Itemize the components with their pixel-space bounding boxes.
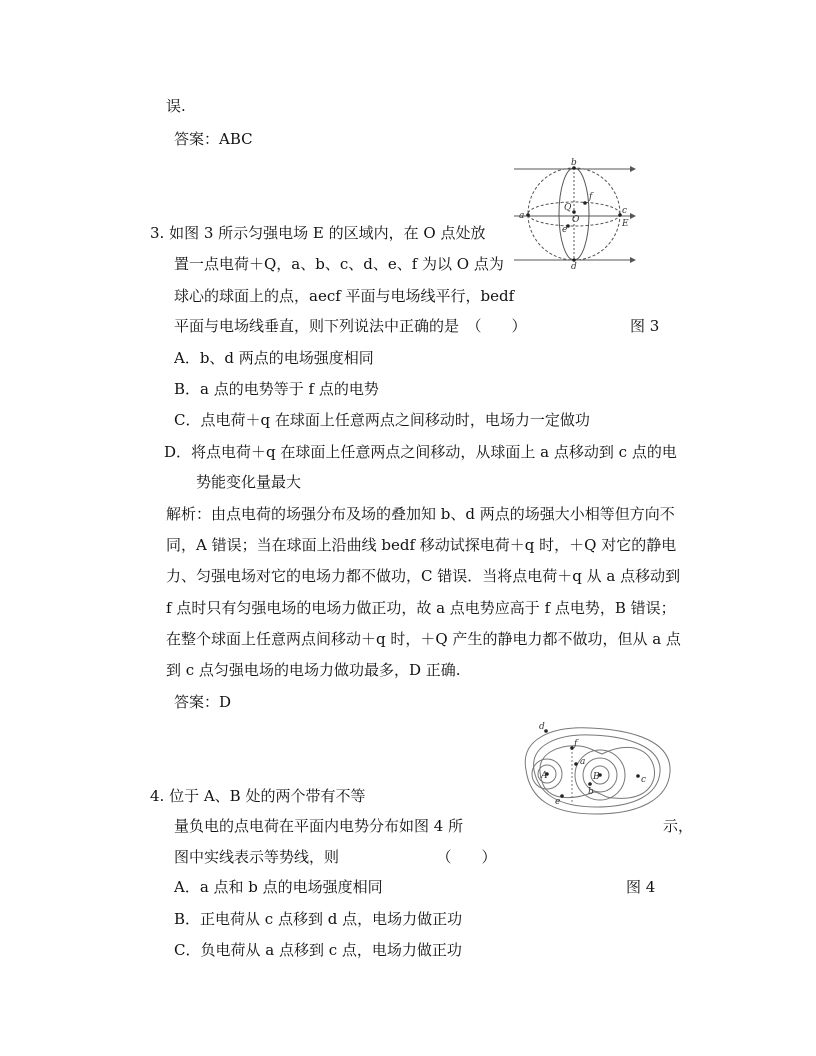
label-o: O [572,215,580,225]
option-c: C．负电荷从 a 点移到 c 点，电场力做正功 [174,941,462,959]
option-d-cont: 势能变化量最大 [196,473,302,491]
question-3-line: 平面与电场线垂直，则下列说法中正确的是 （ ） [174,317,527,335]
figure-3-caption: 图 3 [630,317,660,335]
analysis-line: 同，A 错误；当在球面上沿曲线 bedf 移动试探电荷＋q 时，＋Q 对它的静电 [166,536,677,554]
analysis-line: 解析：由点电荷的场强分布及场的叠加知 b、d 两点的场强大小相等但方向不 [166,505,675,523]
option-b: B．正电荷从 c 点移到 d 点，电场力做正功 [174,910,463,928]
label-f-point: f [574,739,578,749]
label-b-point: b [588,787,594,797]
label-e-point: e [555,797,561,807]
option-d: D．将点电荷＋q 在球面上任意两点之间移动，从球面上 a 点移动到 c 点的电 [164,443,677,461]
answer-line: 答案：D [174,693,232,711]
label-f: f [589,192,593,202]
label-c-point: c [641,775,647,785]
label-b-charge: B [593,772,600,782]
option-a: A．b、d 两点的电场强度相同 [174,349,374,367]
label-c: c [622,206,628,216]
question-4-line: 示， [663,817,694,835]
label-e: e [562,225,568,235]
label-a-charge: A [541,771,548,781]
label-e-field: E [622,219,629,229]
analysis-line: f 点时只有匀强电场的电场力做正功，故 a 点电势应高于 f 点电势，B 错误； [166,599,676,617]
question-3-line: 球心的球面上的点，aecf 平面与电场线平行，bedf [174,287,515,305]
analysis-line: 在整个球面上任意两点间移动＋q 时，＋Q 产生的静电力都不做功，但从 a 点 [166,630,681,648]
question-4-line: 图中实线表示等势线，则 （ ） [174,848,497,866]
label-b: b [571,158,577,168]
label-d: d [571,262,577,270]
figure-3-diagram [512,158,636,270]
question-3-line: 3. 如图 3 所示匀强电场 E 的区域内，在 O 点处放 [150,224,486,242]
label-d-point: d [539,722,545,732]
answer-line: 答案：ABC [174,130,253,148]
option-a: A．a 点和 b 点的电场强度相同 [174,878,383,896]
label-a: a [519,211,525,221]
figure-4-caption: 图 4 [626,878,656,896]
question-4-line: 量负电的点电荷在平面内电势分布如图 4 所 [174,817,464,835]
option-b: B．a 点的电势等于 f 点的电势 [174,380,379,398]
text-line: 误. [166,97,186,115]
question-3-line: 置一点电荷＋Q，a、b、c、d、e、f 为以 O 点为 [174,255,504,273]
analysis-line: 力、匀强电场对它的电场力都不做功，C 错误．当将点电荷＋q 从 a 点移动到 [166,567,681,585]
label-a-point: a [580,757,586,767]
analysis-line: 到 c 点匀强电场的电场力做功最多，D 正确. [166,661,461,679]
label-q: Q [564,203,572,213]
option-c: C．点电荷＋q 在球面上任意两点之间移动时，电场力一定做功 [174,411,590,429]
figure-4-diagram [510,720,682,820]
question-4-line: 4. 位于 A、B 处的两个带有不等 [150,787,366,805]
